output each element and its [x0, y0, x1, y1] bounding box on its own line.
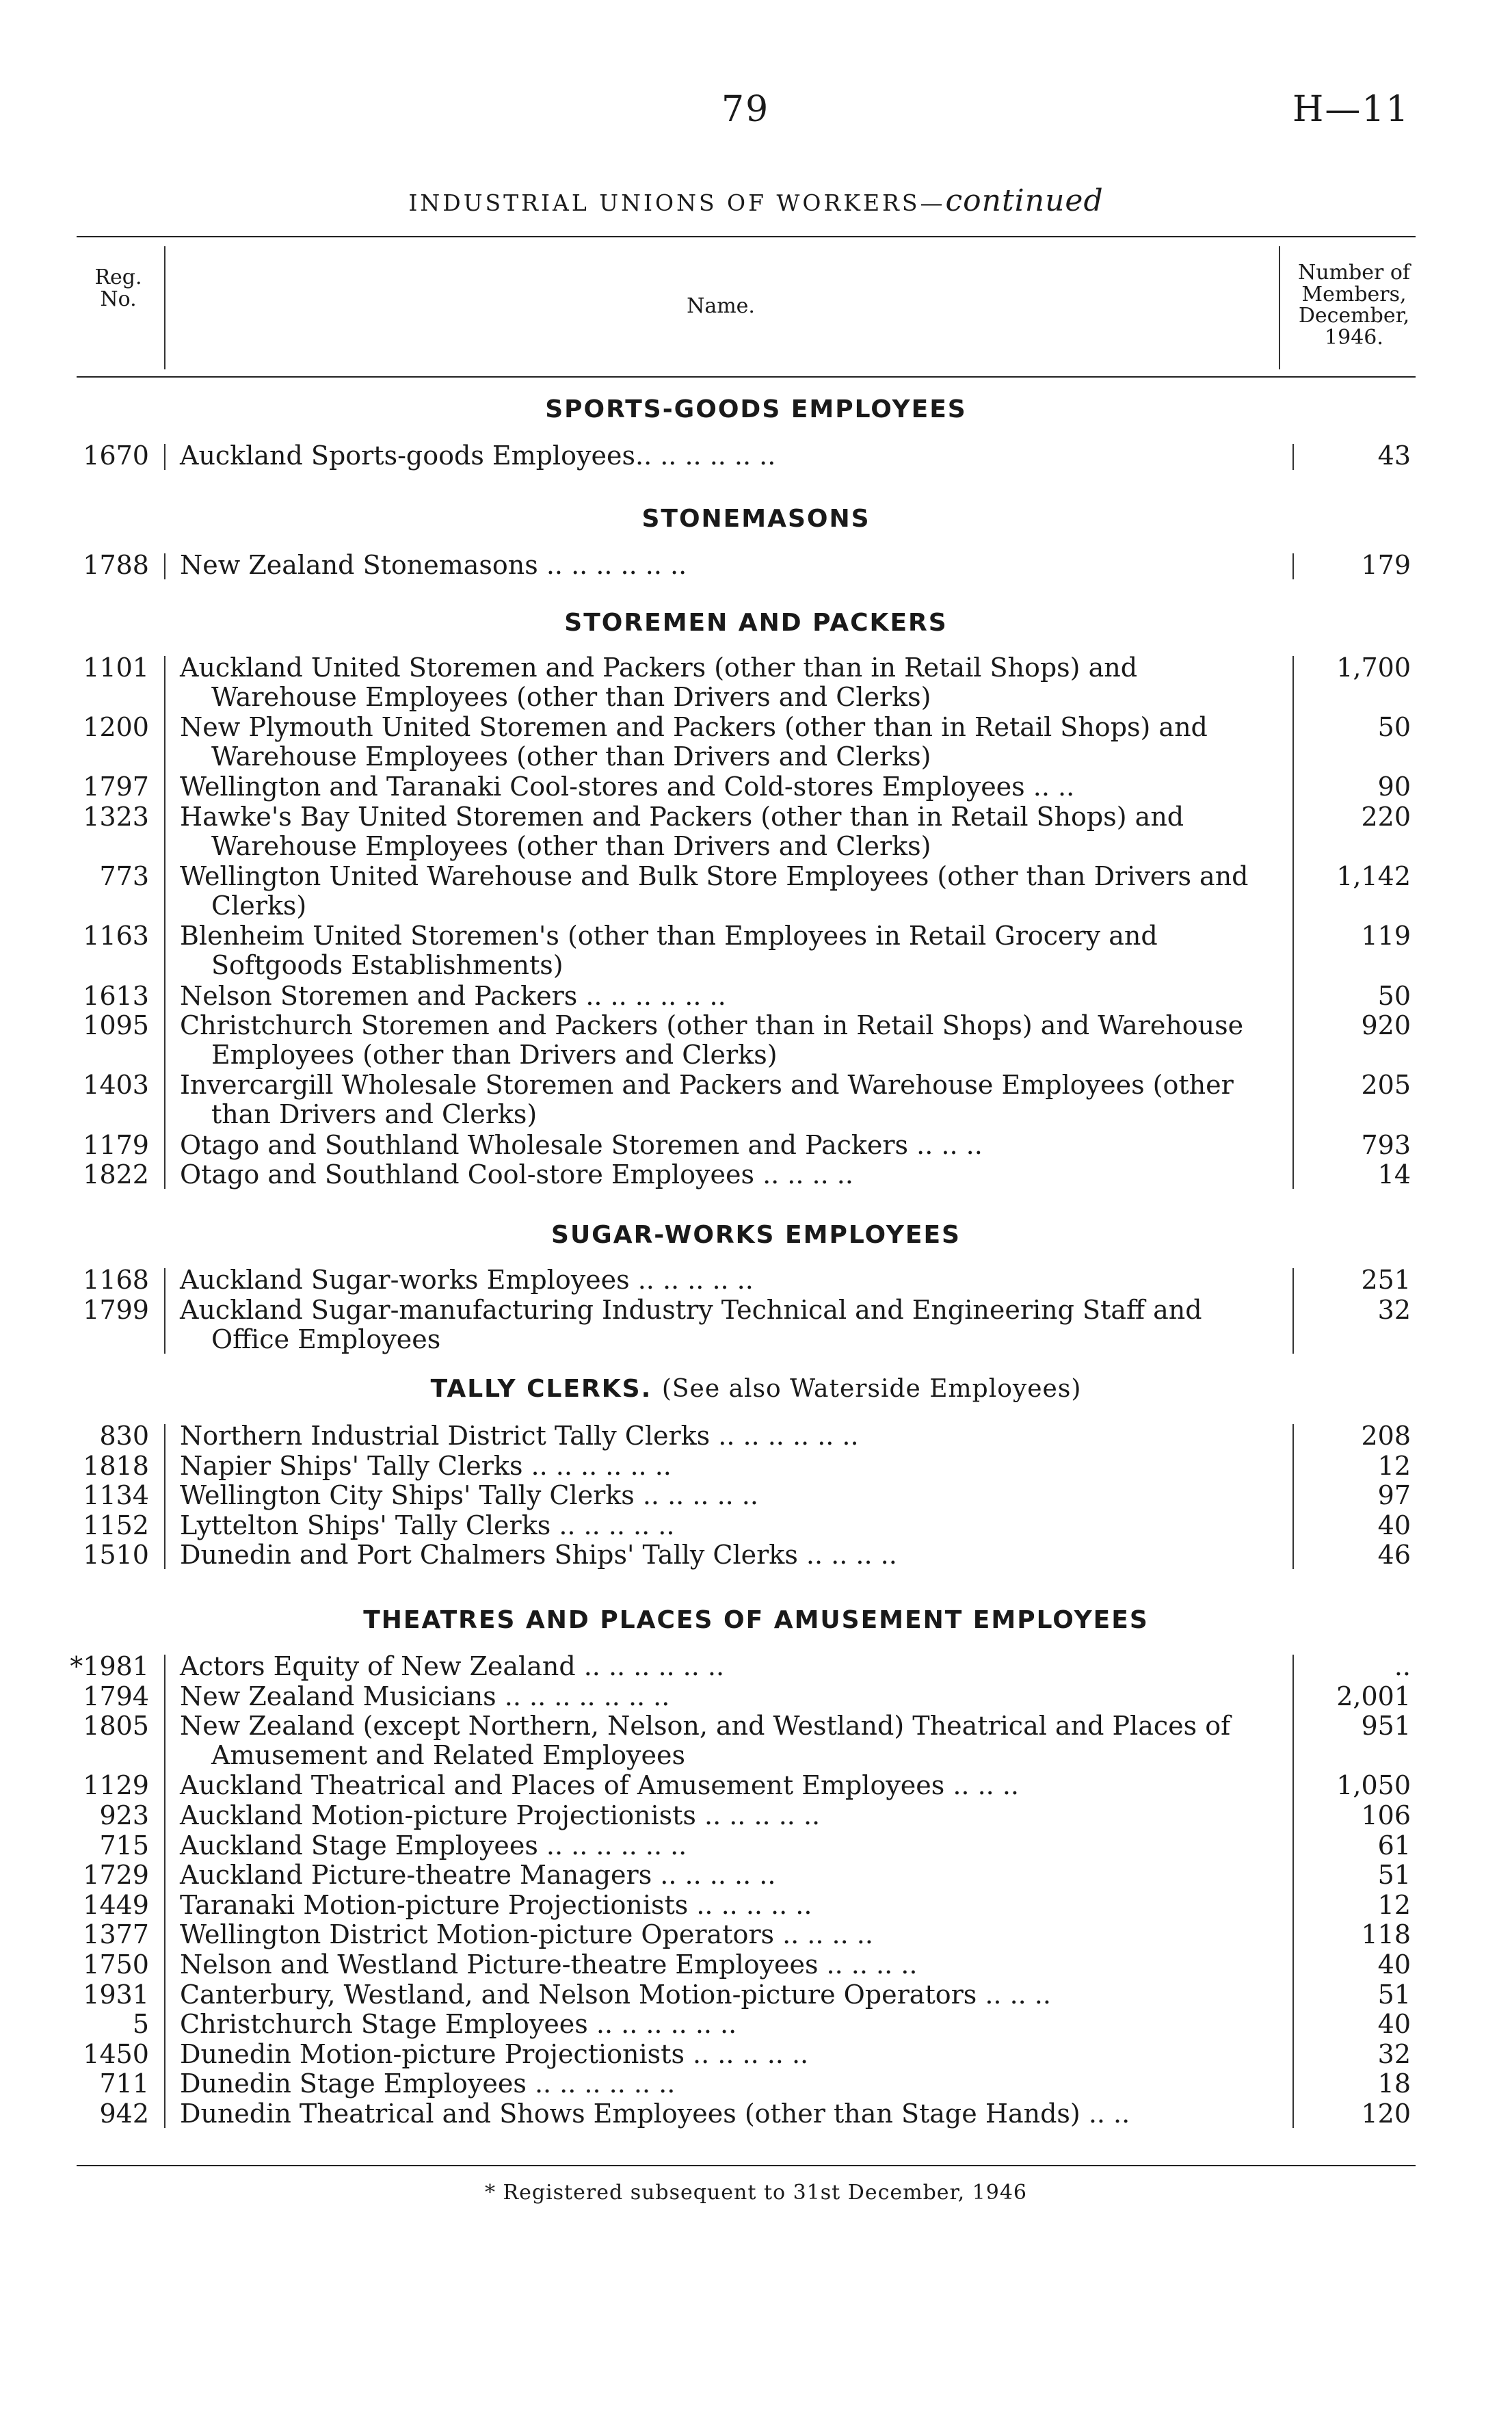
- union-name-text: New Plymouth United Storemen and Packers (other than in Retail Shops) and Warehouse Employees (other than Drivers and Clerks): [180, 712, 1208, 772]
- reg-number: 1729: [83, 1860, 149, 1891]
- member-count: 43: [1377, 441, 1411, 471]
- union-name: [180, 1451, 1274, 1481]
- member-count: 51: [1377, 1979, 1411, 2010]
- member-count: 12: [1377, 1889, 1411, 1920]
- member-count: 40: [1377, 2009, 1411, 2040]
- members-header-line4: 1946.: [1325, 325, 1383, 350]
- member-count: 46: [1377, 1540, 1411, 1571]
- column-divider-right: [1292, 1268, 1294, 1354]
- member-count: 1,142: [1336, 861, 1411, 892]
- union-name-text: Nelson Storemen and Packers .. .. .. .. .. ..: [180, 980, 726, 1011]
- reg-number: 1822: [83, 1159, 149, 1190]
- column-header-reg-no: [81, 267, 156, 310]
- column-divider-left: [164, 553, 165, 579]
- union-name: [180, 1920, 1274, 1949]
- union-name-text: Nelson and Westland Picture-theatre Employees .. .. .. ..: [180, 1949, 918, 1980]
- table-header-bottom-rule: [77, 376, 1416, 378]
- union-name: [180, 2010, 1274, 2039]
- union-name: [180, 1160, 1274, 1190]
- union-name-text: Blenheim United Storemen's (other than Employees in Retail Grocery and Softgoods Establishments): [180, 921, 1158, 981]
- union-name: [180, 2099, 1274, 2129]
- column-divider-left: [164, 656, 165, 1189]
- section-heading: [0, 395, 1512, 423]
- reg-number: 1794: [83, 1681, 149, 1711]
- member-count: 793: [1361, 1129, 1411, 1160]
- union-name-text: Dunedin Stage Employees .. .. .. .. .. ..: [180, 2068, 676, 2099]
- union-name-text: Wellington District Motion-picture Operators .. .. .. ..: [180, 1919, 873, 1950]
- member-count: 118: [1361, 1919, 1411, 1950]
- union-name-text: Auckland United Storemen and Packers (other than in Retail Shops) and Warehouse Employees (other than Drivers and Clerks): [180, 653, 1138, 712]
- header-divider-left: [164, 246, 165, 369]
- union-name-text: Otago and Southland Cool-store Employees .. .. .. ..: [180, 1159, 853, 1190]
- section-heading: [0, 609, 1512, 637]
- union-name-text: Canterbury, Westland, and Nelson Motion-picture Operators .. .. ..: [180, 1979, 1051, 2010]
- union-name: [180, 1801, 1274, 1830]
- member-count: 205: [1361, 1070, 1411, 1101]
- union-name-text: Otago and Southland Wholesale Storemen and Packers .. .. ..: [180, 1129, 983, 1160]
- section-heading: [0, 505, 1512, 533]
- union-name-text: Dunedin Theatrical and Shows Employees (other than Stage Hands) .. ..: [180, 2099, 1130, 2129]
- member-count: 97: [1377, 1480, 1411, 1511]
- reg-number: 1134: [83, 1480, 149, 1511]
- union-name: [180, 1070, 1274, 1129]
- reg-number: 1152: [83, 1510, 149, 1540]
- section-heading-text: SUGAR-WORKS EMPLOYEES: [551, 1221, 961, 1249]
- union-name: [180, 441, 1274, 471]
- union-name: [180, 1540, 1274, 1570]
- member-count: 1,050: [1336, 1770, 1411, 1801]
- members-header-line2: Members,: [1301, 282, 1407, 306]
- union-name-text: New Zealand Musicians .. .. .. .. .. .. ..: [180, 1681, 670, 1711]
- union-name: [180, 1891, 1274, 1920]
- union-name: [180, 653, 1274, 712]
- member-count: 220: [1361, 802, 1411, 832]
- reg-number: 1613: [83, 980, 149, 1011]
- union-name-text: Auckland Stage Employees .. .. .. .. .. ..: [180, 1830, 687, 1861]
- reg-number: 1797: [83, 772, 149, 802]
- member-count: 18: [1377, 2068, 1411, 2099]
- reg-number: 1818: [83, 1450, 149, 1481]
- union-name: [180, 2040, 1274, 2069]
- reg-number: 1377: [83, 1919, 149, 1950]
- union-name-text: Invercargill Wholesale Storemen and Packers and Warehouse Employees (other than Drivers and Clerks): [180, 1070, 1234, 1130]
- union-name: [180, 1980, 1274, 2010]
- member-count: 1,700: [1336, 653, 1411, 683]
- member-count: 251: [1361, 1265, 1411, 1295]
- reg-number: 1129: [83, 1770, 149, 1801]
- column-divider-left: [164, 1268, 165, 1354]
- reg-number: 1200: [83, 712, 149, 743]
- union-name-text: Wellington City Ships' Tally Clerks .. .. .. .. ..: [180, 1480, 758, 1511]
- reg-header-line1: Reg.: [94, 265, 142, 289]
- union-name-text: Dunedin Motion-picture Projectionists .. .. .. .. ..: [180, 2038, 809, 2069]
- union-name: [180, 982, 1274, 1011]
- union-name: [180, 2069, 1274, 2099]
- union-name-text: Auckland Picture-theatre Managers .. .. .. .. ..: [180, 1860, 776, 1891]
- union-name-text: Dunedin and Port Chalmers Ships' Tally Clerks .. .. .. ..: [180, 1540, 897, 1571]
- member-count: 40: [1377, 1949, 1411, 1980]
- members-header-line3: December,: [1298, 304, 1410, 328]
- member-count: 12: [1377, 1450, 1411, 1481]
- member-count: 40: [1377, 1510, 1411, 1540]
- union-name-text: Napier Ships' Tally Clerks .. .. .. .. .. ..: [180, 1450, 672, 1481]
- column-header-name: Name.: [687, 294, 755, 318]
- union-name-text: Auckland Sugar-manufacturing Industry Technical and Engineering Staff and Office Employees: [180, 1294, 1202, 1354]
- section-heading-text: THEATRES AND PLACES OF AMUSEMENT EMPLOYEES: [363, 1606, 1149, 1634]
- union-name: [180, 713, 1274, 772]
- reg-number: 1101: [83, 653, 149, 683]
- reg-number: *1981: [70, 1651, 149, 1681]
- union-name-text: Northern Industrial District Tally Clerks .. .. .. .. .. ..: [180, 1421, 859, 1451]
- union-name-text: Auckland Sugar-works Employees .. .. .. .. ..: [180, 1265, 754, 1295]
- member-count: 119: [1361, 921, 1411, 951]
- column-divider-left: [164, 444, 165, 470]
- member-count: 90: [1377, 772, 1411, 802]
- header-divider-right: [1279, 246, 1280, 369]
- union-name: [180, 1131, 1274, 1160]
- union-name-text: Auckland Motion-picture Projectionists .. .. .. .. ..: [180, 1800, 821, 1830]
- reg-number: 942: [99, 2099, 149, 2129]
- union-name: [180, 1481, 1274, 1510]
- reg-number: 5: [132, 2009, 149, 2040]
- union-name: [180, 1296, 1274, 1354]
- union-name-text: Christchurch Storemen and Packers (other than in Retail Shops) and Warehouse Employees (other than Drivers and Clerks): [180, 1010, 1244, 1070]
- reg-number: 773: [99, 861, 149, 892]
- section-heading: [0, 1606, 1512, 1634]
- union-name: [180, 1950, 1274, 1980]
- reg-number: 1168: [83, 1265, 149, 1295]
- column-divider-right: [1292, 656, 1294, 1189]
- union-name-text: Auckland Theatrical and Places of Amusement Employees .. .. ..: [180, 1770, 1019, 1801]
- union-name-text: Actors Equity of New Zealand .. .. .. .. .. ..: [180, 1651, 725, 1681]
- union-name: [180, 1011, 1274, 1070]
- union-name: [180, 1831, 1274, 1861]
- table-bottom-rule: [77, 2165, 1416, 2166]
- reg-number: 1931: [83, 1979, 149, 2010]
- section-heading-text: STONEMASONS: [641, 505, 871, 533]
- member-count: 920: [1361, 1010, 1411, 1041]
- reg-number: 1179: [83, 1129, 149, 1160]
- union-name-text: Lyttelton Ships' Tally Clerks .. .. .. .. ..: [180, 1510, 675, 1540]
- reg-number: 1095: [83, 1010, 149, 1041]
- member-count: 32: [1377, 1294, 1411, 1325]
- member-count: 951: [1361, 1711, 1411, 1742]
- member-count: 51: [1377, 1860, 1411, 1891]
- column-divider-right: [1292, 444, 1294, 470]
- reg-number: 1805: [83, 1711, 149, 1742]
- union-name: [180, 802, 1274, 861]
- page-number: 79: [721, 89, 770, 130]
- union-name: [180, 1682, 1274, 1711]
- member-count: 179: [1361, 550, 1411, 580]
- section-heading-text: STOREMEN AND PACKERS: [564, 609, 948, 637]
- union-name: [180, 1652, 1274, 1681]
- reg-number: 1450: [83, 2038, 149, 2069]
- section-heading-text: SPORTS-GOODS EMPLOYEES: [545, 395, 967, 423]
- union-name-text: Taranaki Motion-picture Projectionists .. .. .. .. ..: [180, 1889, 812, 1920]
- reg-number: 830: [99, 1421, 149, 1451]
- reg-number: 1750: [83, 1949, 149, 1980]
- footnote: * Registered subsequent to 31st December, 1946: [484, 2181, 1028, 2205]
- reg-number: 1163: [83, 921, 149, 951]
- union-name: [180, 1421, 1274, 1451]
- section-heading: [0, 1221, 1512, 1249]
- reg-number: 1449: [83, 1889, 149, 1920]
- member-count: 106: [1361, 1800, 1411, 1830]
- member-count: 208: [1361, 1421, 1411, 1451]
- members-header-line1: Number of: [1297, 261, 1411, 285]
- reg-header-line2: No.: [100, 287, 137, 311]
- union-name-text: Wellington and Taranaki Cool-stores and Cold-stores Employees .. ..: [180, 772, 1075, 802]
- union-name-text: Hawke's Bay United Storemen and Packers (other than in Retail Shops) and Warehouse Employees (other than Drivers and Clerks): [180, 802, 1184, 861]
- title-main: INDUSTRIAL UNIONS OF WORKERS—: [408, 189, 946, 216]
- column-divider-right: [1292, 1655, 1294, 2128]
- union-name: [180, 1861, 1274, 1890]
- union-name-text: New Zealand (except Northern, Nelson, and Westland) Theatrical and Places of Amusement and Related Employees: [180, 1711, 1231, 1771]
- member-count: 2,001: [1336, 1681, 1411, 1711]
- page-title: [0, 183, 1512, 218]
- union-name: [180, 1711, 1274, 1770]
- union-name-text: Christchurch Stage Employees .. .. .. .. .. ..: [180, 2009, 737, 2040]
- section-heading-text: TALLY CLERKS.: [430, 1375, 652, 1403]
- member-count: ..: [1394, 1651, 1411, 1681]
- reg-number: 1403: [83, 1070, 149, 1101]
- reg-number: 1670: [83, 441, 149, 471]
- column-divider-left: [164, 1424, 165, 1569]
- reg-number: 711: [99, 2068, 149, 2099]
- column-header-members: [1286, 262, 1422, 348]
- reg-number: 923: [99, 1800, 149, 1830]
- member-count: 14: [1377, 1159, 1411, 1190]
- column-divider-right: [1292, 553, 1294, 579]
- table-top-rule: [77, 236, 1416, 237]
- section-heading: [0, 1375, 1512, 1403]
- section-note: (See also Waterside Employees): [661, 1375, 1082, 1403]
- reg-number: 715: [99, 1830, 149, 1861]
- union-name: [180, 921, 1274, 980]
- union-name-text: New Zealand Stonemasons .. .. .. .. .. ..: [180, 550, 687, 580]
- union-name: [180, 772, 1274, 802]
- member-count: 50: [1377, 980, 1411, 1011]
- member-count: 32: [1377, 2038, 1411, 2069]
- union-name-text: Auckland Sports-goods Employees.. .. .. .. .. ..: [180, 441, 776, 471]
- union-name: [180, 1771, 1274, 1800]
- union-name: [180, 1511, 1274, 1540]
- member-count: 50: [1377, 712, 1411, 743]
- reg-number: 1799: [83, 1294, 149, 1325]
- column-divider-right: [1292, 1424, 1294, 1569]
- column-divider-left: [164, 1655, 165, 2128]
- union-name-text: Wellington United Warehouse and Bulk Store Employees (other than Drivers and Clerks): [180, 861, 1249, 921]
- reg-number: 1788: [83, 550, 149, 580]
- document-code: H—11: [1292, 89, 1410, 130]
- union-name: [180, 862, 1274, 921]
- title-continued: continued: [945, 183, 1104, 218]
- union-name: [180, 551, 1274, 580]
- member-count: 120: [1361, 2099, 1411, 2129]
- reg-number: 1323: [83, 802, 149, 832]
- union-name: [180, 1265, 1274, 1295]
- member-count: 61: [1377, 1830, 1411, 1861]
- reg-number: 1510: [83, 1540, 149, 1571]
